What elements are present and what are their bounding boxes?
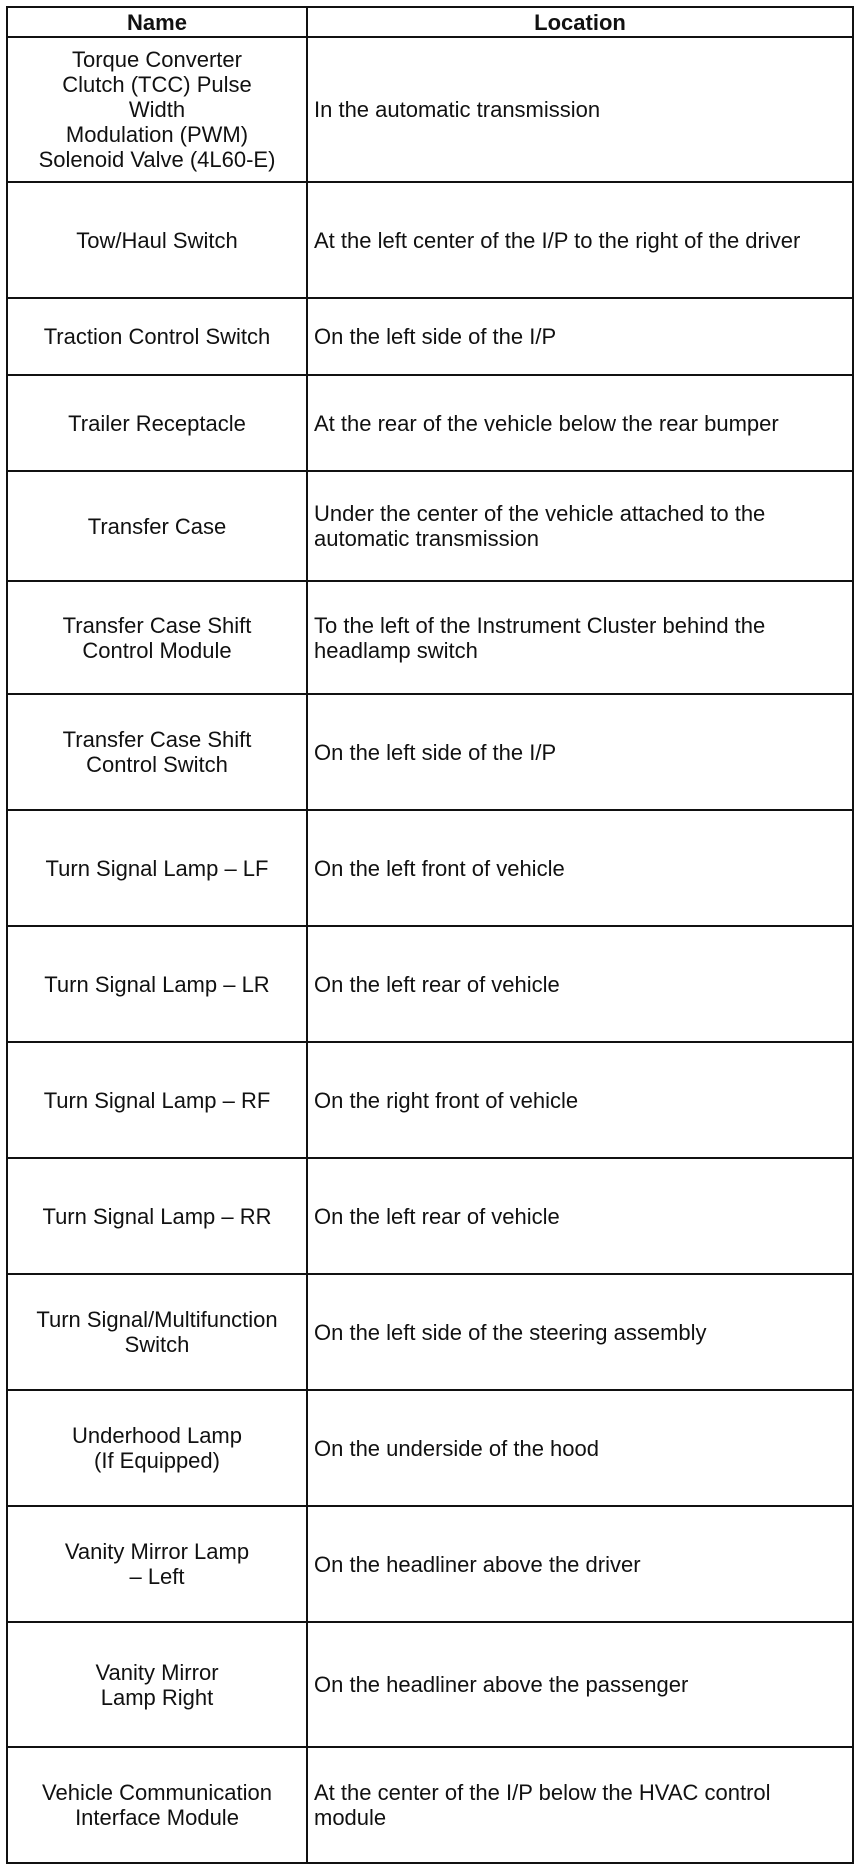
- table-row: [7, 810, 853, 926]
- component-location: On the right front of vehicle: [307, 1042, 853, 1158]
- component-location: On the headliner above the driver: [307, 1506, 853, 1622]
- component-name: Trailer Receptacle: [7, 375, 307, 471]
- component-name: Traction Control Switch: [7, 298, 307, 375]
- component-location: At the left center of the I/P to the right of the driver: [307, 182, 853, 298]
- component-name: Turn Signal/Multifunction Switch: [7, 1274, 307, 1390]
- component-name: Transfer Case: [7, 471, 307, 581]
- header-name: Name: [7, 7, 307, 37]
- component-name: Torque Converter Clutch (TCC) Pulse Width Modulation (PWM) Solenoid Valve (4L60-E): [7, 37, 307, 182]
- component-name: Vanity Mirror Lamp Right: [7, 1622, 307, 1747]
- component-location: At the rear of the vehicle below the rear bumper: [307, 375, 853, 471]
- table-row: [7, 694, 853, 810]
- table-row: [7, 1747, 853, 1863]
- component-location: At the center of the I/P below the HVAC control module: [307, 1747, 853, 1863]
- table-row: [7, 926, 853, 1042]
- table-row: [7, 581, 853, 694]
- component-name: Vehicle Communication Interface Module: [7, 1747, 307, 1863]
- component-location: On the underside of the hood: [307, 1390, 853, 1506]
- component-name: Transfer Case Shift Control Switch: [7, 694, 307, 810]
- table-row: [7, 1042, 853, 1158]
- table-row: [7, 1274, 853, 1390]
- component-location: On the left side of the I/P: [307, 298, 853, 375]
- component-name: Transfer Case Shift Control Module: [7, 581, 307, 694]
- component-location: On the headliner above the passenger: [307, 1622, 853, 1747]
- component-location: To the left of the Instrument Cluster behind the headlamp switch: [307, 581, 853, 694]
- table-row: [7, 1390, 853, 1506]
- table-row: [7, 1622, 853, 1747]
- component-name: Underhood Lamp (If Equipped): [7, 1390, 307, 1506]
- component-location: On the left side of the I/P: [307, 694, 853, 810]
- table-row: [7, 471, 853, 581]
- component-location: On the left rear of vehicle: [307, 926, 853, 1042]
- table-row: [7, 298, 853, 375]
- component-name: Turn Signal Lamp – RF: [7, 1042, 307, 1158]
- component-location: On the left rear of vehicle: [307, 1158, 853, 1274]
- component-name: Turn Signal Lamp – LR: [7, 926, 307, 1042]
- component-location-table: [6, 6, 854, 1864]
- component-name: Vanity Mirror Lamp – Left: [7, 1506, 307, 1622]
- table-row: [7, 1158, 853, 1274]
- component-name: Turn Signal Lamp – RR: [7, 1158, 307, 1274]
- component-location: Under the center of the vehicle attached to the automatic transmission: [307, 471, 853, 581]
- table-row: [7, 182, 853, 298]
- component-name: Tow/Haul Switch: [7, 182, 307, 298]
- component-location: On the left side of the steering assembly: [307, 1274, 853, 1390]
- table-row: [7, 375, 853, 471]
- table-row: [7, 1506, 853, 1622]
- table-row: [7, 37, 853, 182]
- component-name: Turn Signal Lamp – LF: [7, 810, 307, 926]
- table-header-row: [7, 7, 853, 37]
- component-location: On the left front of vehicle: [307, 810, 853, 926]
- component-location: In the automatic transmission: [307, 37, 853, 182]
- header-location: Location: [307, 7, 853, 37]
